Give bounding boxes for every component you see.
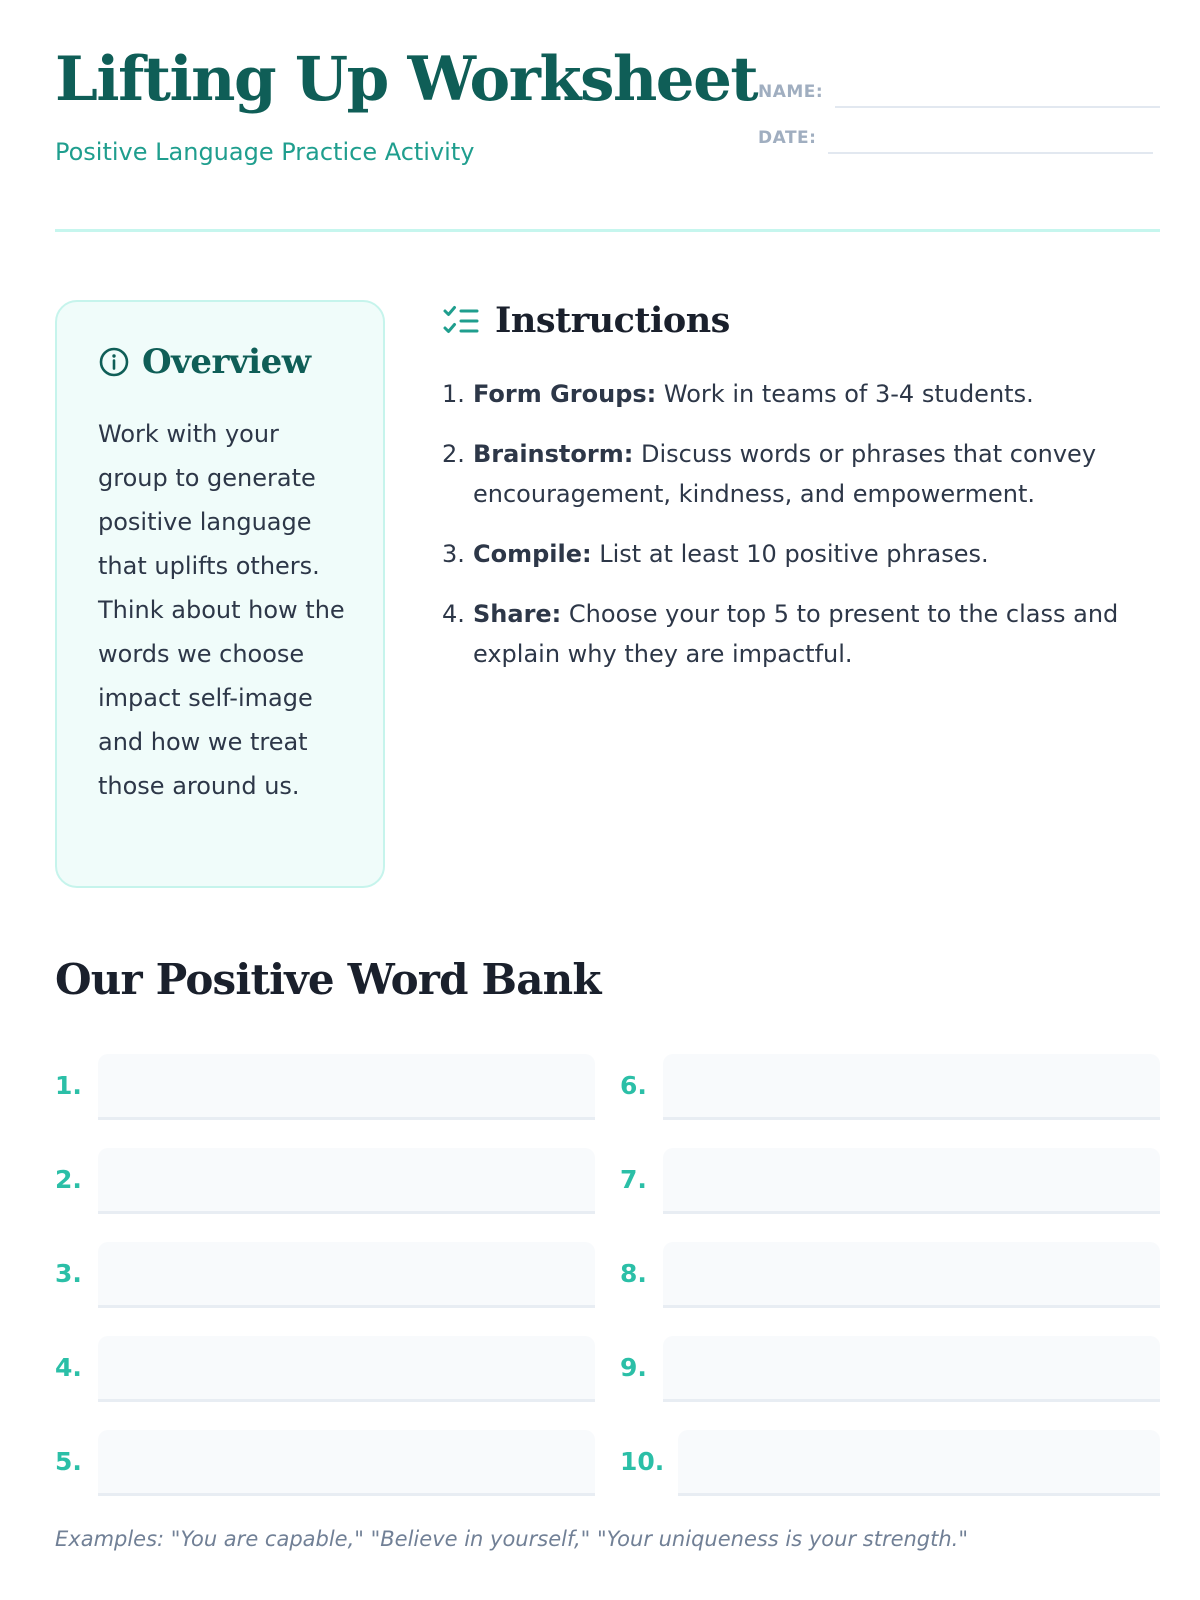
overview-header bbox=[98, 342, 311, 382]
overview-title: Overview bbox=[142, 342, 311, 382]
word-bank-input[interactable] bbox=[663, 1242, 1160, 1308]
name-field[interactable] bbox=[758, 78, 1160, 108]
instruction-label: Compile: bbox=[473, 540, 592, 568]
instructions-header bbox=[442, 300, 730, 341]
slot-number: 9. bbox=[620, 1353, 647, 1382]
date-input-line[interactable] bbox=[828, 152, 1153, 154]
instruction-item bbox=[442, 434, 1162, 514]
slot-number: 6. bbox=[620, 1071, 647, 1100]
instructions-title: Instructions bbox=[495, 300, 730, 341]
worksheet-subtitle: Positive Language Practice Activity bbox=[55, 138, 475, 166]
slot-number: 7. bbox=[620, 1165, 647, 1194]
instruction-text: List at least 10 positive phrases. bbox=[599, 540, 989, 568]
instruction-label: Share: bbox=[473, 600, 562, 628]
instruction-text: Choose your top 5 to present to the class and explain why they are impactful. bbox=[473, 600, 1119, 668]
word-bank-slot[interactable] bbox=[55, 1336, 595, 1402]
word-bank-input[interactable] bbox=[663, 1054, 1160, 1120]
word-bank-slot[interactable] bbox=[620, 1148, 1160, 1214]
word-bank-input[interactable] bbox=[663, 1148, 1160, 1214]
word-bank-slot[interactable] bbox=[620, 1430, 1160, 1496]
word-bank-input[interactable] bbox=[98, 1242, 595, 1308]
word-bank-slot[interactable] bbox=[55, 1242, 595, 1308]
word-bank-slot[interactable] bbox=[55, 1430, 595, 1496]
date-field[interactable] bbox=[758, 124, 1160, 154]
word-bank-slot[interactable] bbox=[620, 1336, 1160, 1402]
slot-number: 1. bbox=[55, 1071, 82, 1100]
header-divider bbox=[55, 229, 1160, 232]
instruction-number: 4. bbox=[442, 600, 465, 628]
instruction-item bbox=[442, 594, 1162, 674]
info-circle-icon bbox=[98, 346, 130, 378]
slot-number: 8. bbox=[620, 1259, 647, 1288]
word-bank-slot[interactable] bbox=[620, 1242, 1160, 1308]
instruction-item bbox=[442, 374, 1162, 414]
instruction-text: Work in teams of 3-4 students. bbox=[663, 380, 1034, 408]
word-bank-input[interactable] bbox=[663, 1336, 1160, 1402]
slot-number: 2. bbox=[55, 1165, 82, 1194]
word-bank-slot[interactable] bbox=[55, 1054, 595, 1120]
word-bank-title: Our Positive Word Bank bbox=[55, 955, 601, 1004]
slot-number: 10. bbox=[620, 1447, 665, 1476]
instruction-label: Form Groups: bbox=[473, 380, 657, 408]
slot-number: 3. bbox=[55, 1259, 82, 1288]
worksheet-page bbox=[55, 0, 1160, 1600]
checklist-icon bbox=[442, 304, 480, 338]
word-bank-slot[interactable] bbox=[55, 1148, 595, 1214]
examples-note: Examples: "You are capable," "Believe in yourself," "Your uniqueness is your strength." bbox=[55, 1527, 969, 1551]
slot-number: 5. bbox=[55, 1447, 82, 1476]
instruction-label: Brainstorm: bbox=[473, 440, 634, 468]
overview-text: Work with your group to generate positive language that uplifts others. Think about how the words we choose impact self-image and how we treat those around us. bbox=[98, 420, 345, 800]
slot-number: 4. bbox=[55, 1353, 82, 1382]
word-bank-slot[interactable] bbox=[620, 1054, 1160, 1120]
instructions-list bbox=[442, 374, 1162, 694]
overview-card bbox=[55, 300, 385, 888]
date-label: DATE: bbox=[758, 128, 817, 148]
instruction-item bbox=[442, 534, 1162, 574]
name-label: NAME: bbox=[758, 82, 824, 102]
word-bank-input[interactable] bbox=[98, 1430, 595, 1496]
word-bank-input[interactable] bbox=[98, 1148, 595, 1214]
instruction-text: Discuss words or phrases that convey encouragement, kindness, and empowerment. bbox=[473, 440, 1097, 508]
word-bank-input[interactable] bbox=[678, 1430, 1160, 1496]
word-bank-input[interactable] bbox=[98, 1336, 595, 1402]
instruction-number: 1. bbox=[442, 380, 465, 408]
worksheet-title: Lifting Up Worksheet bbox=[55, 44, 758, 115]
instruction-number: 3. bbox=[442, 540, 465, 568]
instruction-number: 2. bbox=[442, 440, 465, 468]
name-input-line[interactable] bbox=[835, 106, 1160, 108]
word-bank-input[interactable] bbox=[98, 1054, 595, 1120]
